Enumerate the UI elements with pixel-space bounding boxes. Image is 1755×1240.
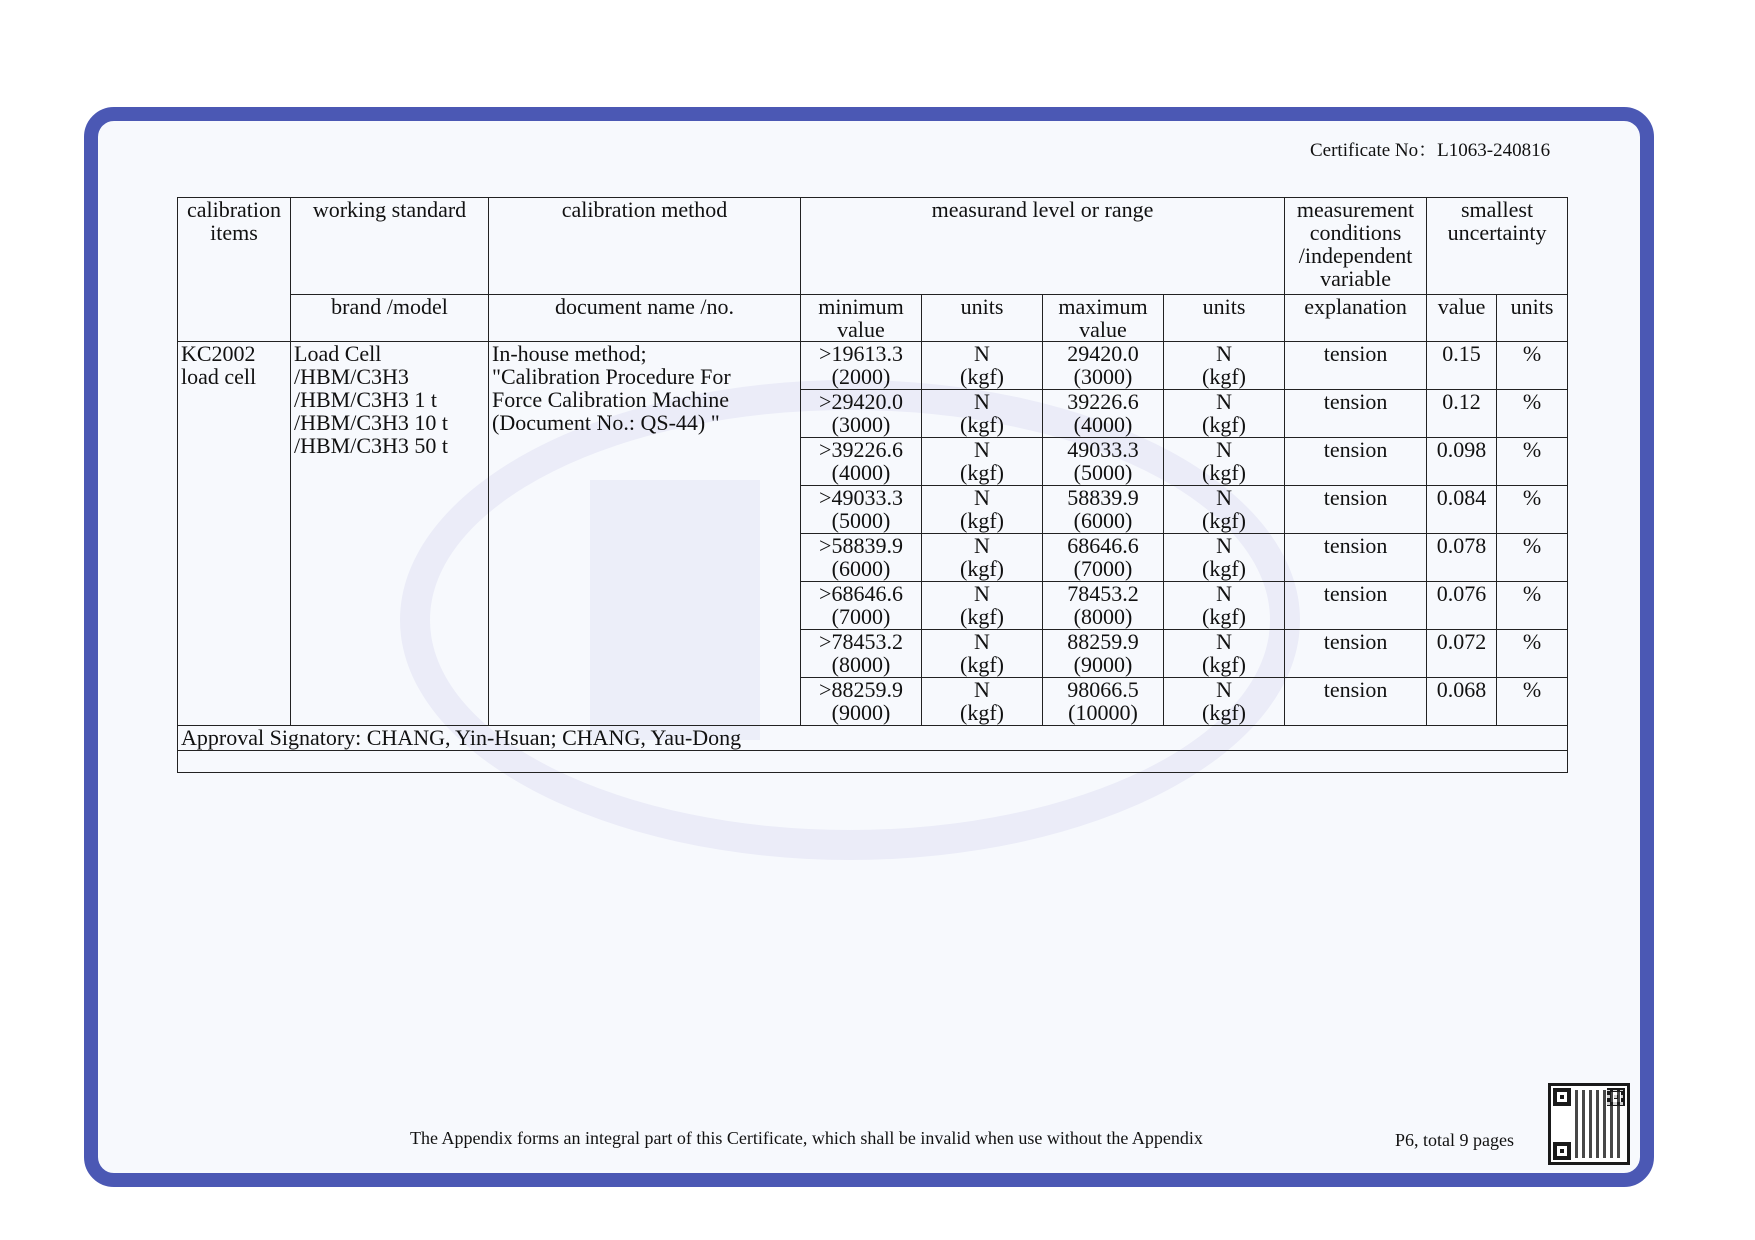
calibration-method-line: Force Calibration Machine: [492, 387, 730, 412]
calibration-item-line: KC2002: [181, 341, 256, 366]
units-min-cell: [922, 534, 1043, 582]
page-info: P6, total 9 pages: [1395, 1130, 1514, 1150]
units-min-main: N: [974, 389, 990, 414]
units-min-alt: (kgf): [960, 556, 1004, 581]
explanation-cell: tension: [1285, 486, 1427, 534]
units-min-cell: [922, 486, 1043, 534]
minimum-value-cell: [801, 438, 922, 486]
units-max-main: N: [1216, 341, 1232, 366]
working-standard-line: /HBM/C3H3 10 t: [294, 410, 449, 435]
maximum-value-cell: [1043, 438, 1164, 486]
maximum-value-cell: [1043, 390, 1164, 438]
units-max-cell: [1164, 534, 1285, 582]
uncertainty-value-cell: 0.12: [1427, 390, 1497, 438]
calibration-method-line: In-house method;: [492, 341, 647, 366]
maximum-value-cell: [1043, 342, 1164, 390]
maximum-value-alt: (10000): [1068, 700, 1138, 725]
minimum-value-cell: [801, 678, 922, 726]
maximum-value-main: 78453.2: [1067, 581, 1139, 606]
maximum-value-main: 49033.3: [1067, 437, 1139, 462]
calibration-method-line: (Document No.: QS-44) ": [492, 410, 720, 435]
units-max-cell: [1164, 582, 1285, 630]
minimum-value-main: >78453.2: [819, 629, 903, 654]
minimum-value-alt: (4000): [831, 460, 891, 485]
maximum-value-alt: (3000): [1073, 364, 1133, 389]
minimum-value-alt: (5000): [831, 508, 891, 533]
header-measurand: measurand level or range: [801, 198, 1285, 295]
units-min-cell: [922, 390, 1043, 438]
maximum-value-cell: [1043, 582, 1164, 630]
qr-finder-bottom-left: [1553, 1142, 1571, 1160]
units-max-alt: (kgf): [1202, 364, 1247, 389]
explanation-cell: tension: [1285, 630, 1427, 678]
calibration-item-line: load cell: [181, 364, 257, 389]
units-min-alt: (kgf): [960, 412, 1004, 437]
uncertainty-value-cell: 0.068: [1427, 678, 1497, 726]
units-max-cell: [1164, 486, 1285, 534]
blank-row: [178, 751, 1568, 773]
maximum-value-alt: (5000): [1073, 460, 1133, 485]
units-max-cell: [1164, 630, 1285, 678]
explanation-cell: tension: [1285, 342, 1427, 390]
units-max-main: N: [1216, 437, 1232, 462]
maximum-value-alt: (9000): [1073, 652, 1133, 677]
units-min-alt: (kgf): [960, 700, 1004, 725]
minimum-value-main: >29420.0: [819, 389, 903, 414]
explanation-cell: tension: [1285, 534, 1427, 582]
uncertainty-value-cell: 0.078: [1427, 534, 1497, 582]
maximum-value-cell: [1043, 678, 1164, 726]
units-min-main: N: [974, 677, 990, 702]
subheader-brand-model: brand /model: [291, 295, 489, 342]
units-min-alt: (kgf): [960, 652, 1004, 677]
explanation-cell: tension: [1285, 678, 1427, 726]
units-max-cell: [1164, 390, 1285, 438]
minimum-value-alt: (3000): [831, 412, 891, 437]
units-min-main: N: [974, 629, 990, 654]
units-min-cell: [922, 342, 1043, 390]
minimum-value-main: >68646.6: [819, 581, 903, 606]
uncertainty-value-cell: 0.076: [1427, 582, 1497, 630]
minimum-value-main: >49033.3: [819, 485, 903, 510]
uncertainty-unit-cell: %: [1497, 342, 1568, 390]
approval-signatory: Approval Signatory: CHANG, Yin-Hsuan; CHANG, Yau-Dong: [178, 726, 1568, 751]
qr-finder-top-left: [1553, 1088, 1571, 1106]
minimum-value-alt: (8000): [831, 652, 891, 677]
units-max-alt: (kgf): [1202, 556, 1247, 581]
units-max-main: N: [1216, 533, 1232, 558]
minimum-value-cell: [801, 534, 922, 582]
maximum-value-cell: [1043, 534, 1164, 582]
subheader-explanation: explanation: [1285, 295, 1427, 342]
header-working-standard: working standard: [291, 198, 489, 295]
header-uncertainty: smallest uncertainty: [1427, 198, 1568, 295]
maximum-value-alt: (4000): [1073, 412, 1133, 437]
units-max-cell: [1164, 342, 1285, 390]
maximum-value-main: 29420.0: [1067, 341, 1139, 366]
maximum-value-main: 58839.9: [1067, 485, 1139, 510]
units-min-cell: [922, 582, 1043, 630]
subheader-units-unc: units: [1497, 295, 1568, 342]
units-min-cell: [922, 630, 1043, 678]
units-min-main: N: [974, 485, 990, 510]
units-max-main: N: [1216, 389, 1232, 414]
explanation-cell: tension: [1285, 582, 1427, 630]
maximum-value-main: 88259.9: [1067, 629, 1139, 654]
units-max-cell: [1164, 678, 1285, 726]
minimum-value-cell: [801, 390, 922, 438]
units-min-main: N: [974, 581, 990, 606]
subheader-units-min: units: [922, 295, 1043, 342]
units-max-alt: (kgf): [1202, 412, 1247, 437]
uncertainty-unit-cell: %: [1497, 678, 1568, 726]
minimum-value-alt: (2000): [831, 364, 891, 389]
maximum-value-cell: [1043, 486, 1164, 534]
maximum-value-main: 68646.6: [1067, 533, 1139, 558]
calibration-item-cell: [178, 342, 291, 726]
uncertainty-value-cell: 0.072: [1427, 630, 1497, 678]
units-max-main: N: [1216, 677, 1232, 702]
subheader-minimum-value: minimum value: [801, 295, 922, 342]
table-row: [178, 342, 1568, 390]
subheader-value: value: [1427, 295, 1497, 342]
explanation-cell: tension: [1285, 390, 1427, 438]
minimum-value-main: >88259.9: [819, 677, 903, 702]
subheader-units-max: units: [1164, 295, 1285, 342]
units-max-main: N: [1216, 581, 1232, 606]
working-standard-cell: [291, 342, 489, 726]
units-min-alt: (kgf): [960, 508, 1004, 533]
maximum-value-main: 39226.6: [1067, 389, 1139, 414]
minimum-value-main: >39226.6: [819, 437, 903, 462]
minimum-value-alt: (9000): [831, 700, 891, 725]
calibration-method-cell: [489, 342, 801, 726]
minimum-value-alt: (7000): [831, 604, 891, 629]
header-calibration-method: calibration method: [489, 198, 801, 295]
minimum-value-cell: [801, 486, 922, 534]
units-max-main: N: [1216, 485, 1232, 510]
calibration-table: [177, 197, 1568, 773]
maximum-value-alt: (8000): [1073, 604, 1133, 629]
units-max-alt: (kgf): [1202, 604, 1247, 629]
uncertainty-unit-cell: %: [1497, 438, 1568, 486]
maximum-value-alt: (7000): [1073, 556, 1133, 581]
appendix-note: The Appendix forms an integral part of this Certificate, which shall be invalid when use without the Appendix: [410, 1128, 1203, 1148]
working-standard-line: /HBM/C3H3: [294, 364, 409, 389]
units-min-alt: (kgf): [960, 604, 1004, 629]
maximum-value-main: 98066.5: [1067, 677, 1139, 702]
units-max-alt: (kgf): [1202, 652, 1247, 677]
units-max-alt: (kgf): [1202, 460, 1247, 485]
calibration-method-line: "Calibration Procedure For: [492, 364, 731, 389]
explanation-cell: tension: [1285, 438, 1427, 486]
working-standard-line: /HBM/C3H3 1 t: [294, 387, 438, 412]
minimum-value-main: >19613.3: [819, 341, 903, 366]
units-min-main: N: [974, 437, 990, 462]
uncertainty-value-cell: 0.098: [1427, 438, 1497, 486]
uncertainty-unit-cell: %: [1497, 486, 1568, 534]
working-standard-line: Load Cell: [294, 341, 382, 366]
uncertainty-unit-cell: %: [1497, 630, 1568, 678]
units-max-alt: (kgf): [1202, 508, 1247, 533]
header-conditions: measurement conditions /independent variable: [1285, 198, 1427, 295]
units-max-main: N: [1216, 629, 1232, 654]
minimum-value-cell: [801, 342, 922, 390]
units-min-alt: (kgf): [960, 460, 1004, 485]
minimum-value-cell: [801, 582, 922, 630]
working-standard-line: /HBM/C3H3 50 t: [294, 433, 449, 458]
uncertainty-value-cell: 0.15: [1427, 342, 1497, 390]
certificate-number: Certificate No：L1063-240816: [1310, 140, 1551, 161]
units-max-cell: [1164, 438, 1285, 486]
subheader-document-name: document name /no.: [489, 295, 801, 342]
units-min-cell: [922, 678, 1043, 726]
qr-pattern: [1575, 1090, 1623, 1158]
units-min-main: N: [974, 533, 990, 558]
maximum-value-alt: (6000): [1073, 508, 1133, 533]
maximum-value-cell: [1043, 630, 1164, 678]
uncertainty-unit-cell: %: [1497, 582, 1568, 630]
minimum-value-alt: (6000): [831, 556, 891, 581]
units-max-alt: (kgf): [1202, 700, 1247, 725]
uncertainty-value-cell: 0.084: [1427, 486, 1497, 534]
uncertainty-unit-cell: %: [1497, 534, 1568, 582]
qr-code-icon: [1548, 1083, 1630, 1165]
units-min-alt: (kgf): [960, 364, 1004, 389]
uncertainty-unit-cell: %: [1497, 390, 1568, 438]
minimum-value-main: >58839.9: [819, 533, 903, 558]
units-min-cell: [922, 438, 1043, 486]
units-min-main: N: [974, 341, 990, 366]
header-calibration-items: calibration items: [178, 198, 291, 342]
subheader-maximum-value: maximum value: [1043, 295, 1164, 342]
minimum-value-cell: [801, 630, 922, 678]
